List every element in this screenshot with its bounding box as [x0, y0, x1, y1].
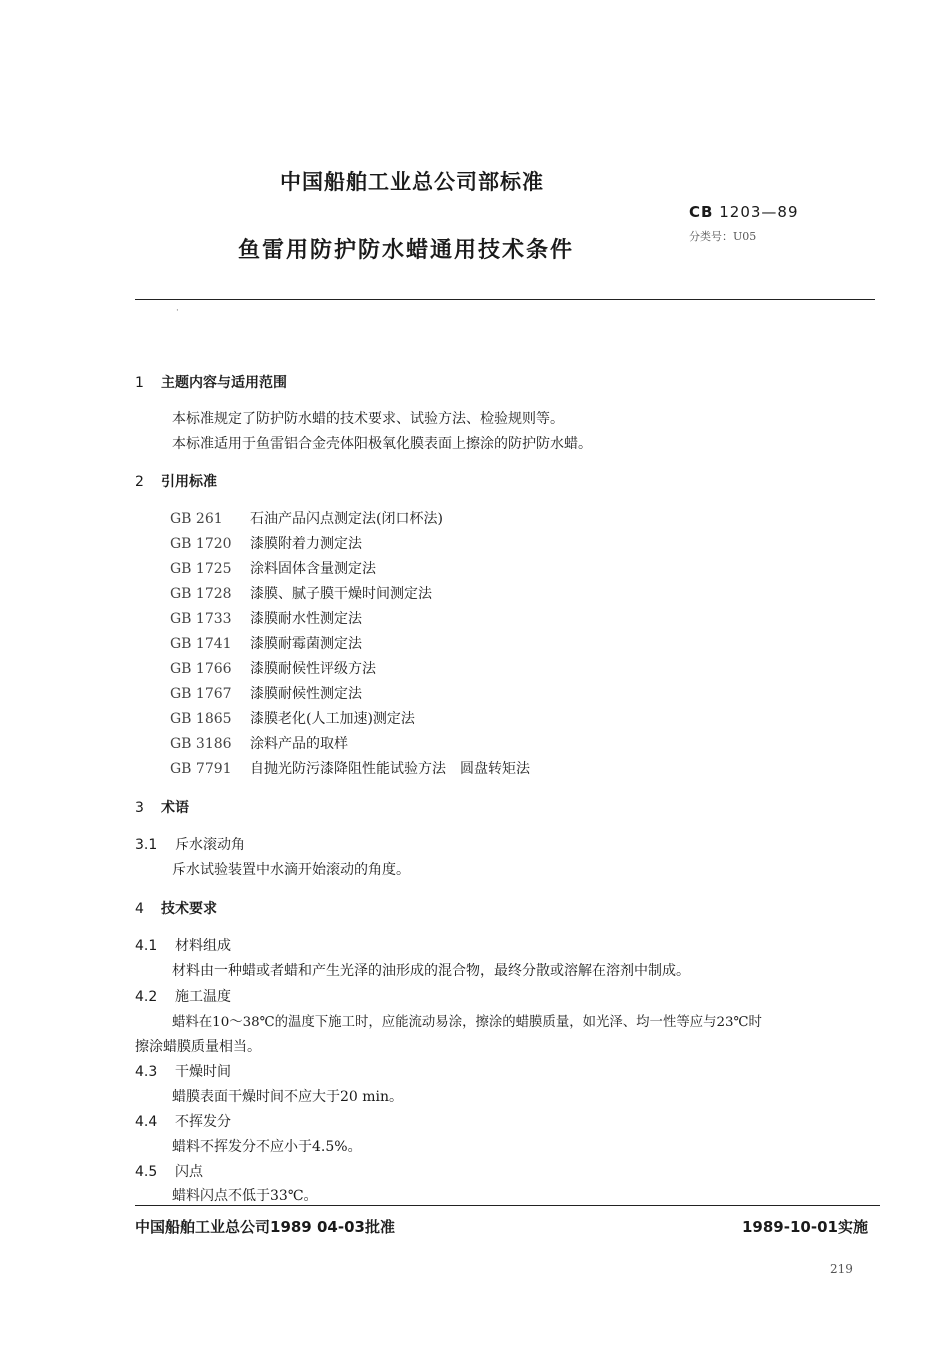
subsection-4-2-text-line-1: 蜡料在10～38℃的温度下施工时，应能流动易涂，擦涂的蜡膜质量，如光泽、均一性等应与23℃时	[172, 1015, 762, 1030]
section-2-heading	[135, 471, 217, 491]
scan-speck: ·	[176, 306, 179, 316]
section-title: 术语	[161, 800, 189, 816]
reference-title: 自抛光防污漆降阻性能试验方法 圆盘转矩法	[250, 761, 530, 777]
reference-title: 漆膜、腻子膜干燥时间测定法	[250, 586, 432, 602]
standard-prefix: CB	[689, 203, 714, 221]
section-number: 4	[135, 901, 144, 917]
reference-title: 涂料产品的取样	[250, 736, 348, 752]
subsection-number: 4.5	[135, 1164, 158, 1180]
subsection-title: 不挥发分	[175, 1114, 231, 1130]
subsection-4-5-text: 蜡料闪点不低于33℃。	[172, 1188, 318, 1204]
subsection-3-1-text: 斥水试验装置中水滴开始滚动的角度。	[172, 862, 410, 878]
subsection-4-2-text-line-2: 擦涂蜡膜质量相当。	[135, 1039, 261, 1055]
reference-item	[170, 583, 432, 603]
reference-code: GB 1720	[170, 536, 232, 552]
reference-item	[170, 558, 376, 578]
subsection-4-5-heading	[135, 1161, 203, 1181]
subsection-4-4-heading	[135, 1111, 231, 1131]
reference-item	[170, 683, 362, 703]
issuing-organization: 中国船舶工业总公司部标准	[280, 170, 544, 194]
subsection-number: 4.1	[135, 938, 158, 954]
section-title: 引用标准	[161, 474, 217, 490]
implementation-date: 1989-10-01实施	[742, 1218, 868, 1236]
section-1-paragraph-1: 本标准规定了防护防水蜡的技术要求、试验方法、检验规则等。	[172, 411, 564, 427]
subsection-number: 4.2	[135, 989, 158, 1005]
subsection-4-1-text: 材料由一种蜡或者蜡和产生光泽的油形成的混合物，最终分散或溶解在溶剂中制成。	[172, 963, 690, 979]
document-title: 鱼雷用防护防水蜡通用技术条件	[238, 238, 575, 263]
section-number: 2	[135, 474, 144, 490]
subsection-title: 干燥时间	[175, 1064, 231, 1080]
header-divider	[135, 299, 875, 300]
subsection-title: 闪点	[175, 1164, 203, 1180]
section-4-heading	[135, 898, 217, 918]
subsection-title: 材料组成	[175, 938, 231, 954]
subsection-title: 施工温度	[175, 989, 231, 1005]
standard-number	[689, 203, 799, 221]
standard-code: 1203—89	[719, 203, 799, 221]
reference-code: GB 7791	[170, 761, 232, 777]
reference-title: 石油产品闪点测定法(闭口杯法)	[250, 511, 443, 527]
reference-code: GB 261	[170, 511, 223, 527]
reference-title: 漆膜耐候性评级方法	[250, 661, 376, 677]
section-1-paragraph-2: 本标准适用于鱼雷铝合金壳体阳极氧化膜表面上擦涂的防护防水蜡。	[172, 436, 592, 452]
reference-item	[170, 758, 530, 778]
reference-item	[170, 733, 348, 753]
reference-item	[170, 608, 362, 628]
reference-code: GB 1767	[170, 686, 232, 702]
page-number: 219	[830, 1262, 853, 1276]
footer-divider	[135, 1205, 880, 1206]
section-3-heading	[135, 797, 189, 817]
section-title: 主题内容与适用范围	[161, 375, 287, 391]
subsection-3-1-heading	[135, 834, 245, 854]
reference-title: 漆膜附着力测定法	[250, 536, 362, 552]
section-1-heading	[135, 372, 287, 392]
reference-title: 漆膜耐霉菌测定法	[250, 636, 362, 652]
subsection-title: 斥水滚动角	[175, 837, 245, 853]
subsection-number: 3.1	[135, 837, 158, 853]
reference-title: 漆膜耐候性测定法	[250, 686, 362, 702]
section-title: 技术要求	[161, 901, 217, 917]
subsection-4-1-heading	[135, 935, 231, 955]
reference-code: GB 1728	[170, 586, 232, 602]
approval-line: 中国船舶工业总公司1989 04-03批准	[135, 1218, 395, 1236]
reference-title: 涂料固体含量测定法	[250, 561, 376, 577]
subsection-number: 4.3	[135, 1064, 158, 1080]
subsection-4-4-text: 蜡料不挥发分不应小于4.5%。	[172, 1139, 362, 1155]
reference-item	[170, 658, 376, 678]
reference-item	[170, 708, 415, 728]
subsection-4-2-heading	[135, 986, 231, 1006]
section-number: 1	[135, 375, 144, 391]
subsection-4-3-heading	[135, 1061, 231, 1081]
reference-code: GB 1741	[170, 636, 232, 652]
reference-item	[170, 533, 362, 553]
reference-code: GB 3186	[170, 736, 232, 752]
classification-number: 分类号：U05	[689, 230, 757, 243]
reference-title: 漆膜耐水性测定法	[250, 611, 362, 627]
subsection-number: 4.4	[135, 1114, 158, 1130]
subsection-4-3-text: 蜡膜表面干燥时间不应大于20 min。	[172, 1089, 404, 1105]
reference-title: 漆膜老化(人工加速)测定法	[250, 711, 415, 727]
reference-code: GB 1733	[170, 611, 232, 627]
reference-code: GB 1865	[170, 711, 232, 727]
section-number: 3	[135, 800, 144, 816]
reference-item	[170, 508, 443, 528]
reference-item	[170, 633, 362, 653]
reference-code: GB 1766	[170, 661, 232, 677]
reference-code: GB 1725	[170, 561, 232, 577]
